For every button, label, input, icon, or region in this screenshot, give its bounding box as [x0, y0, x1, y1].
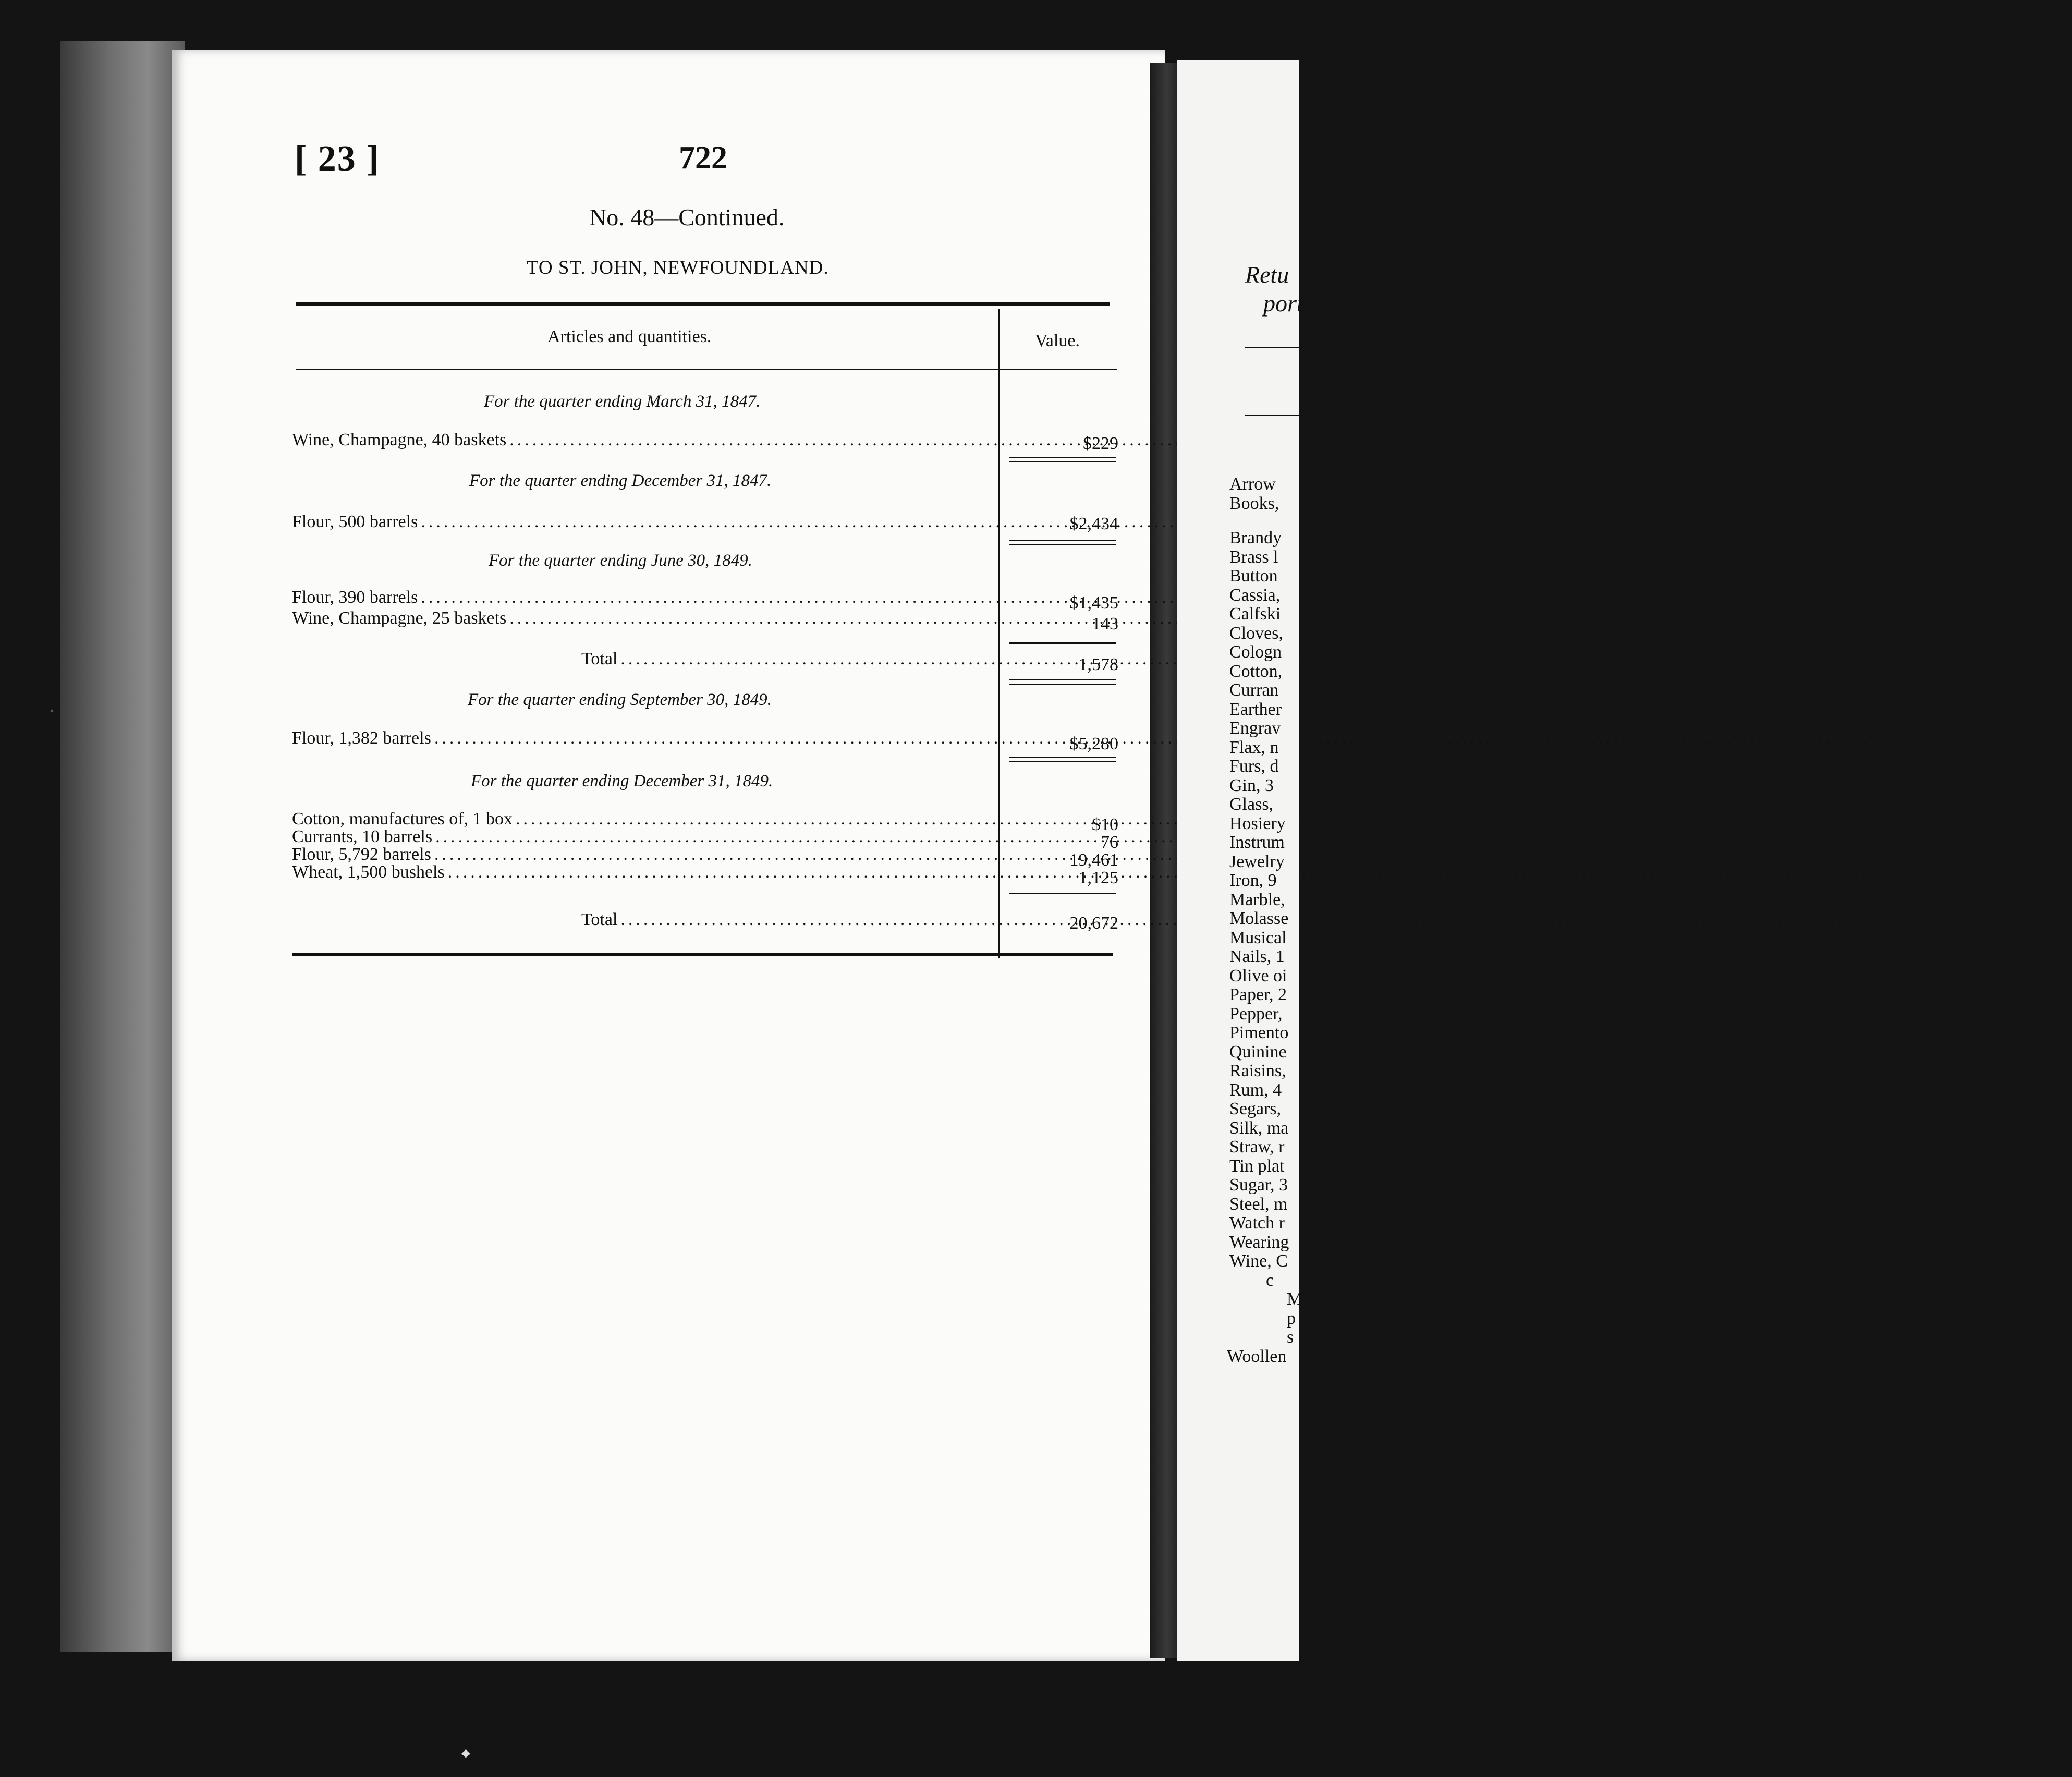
column-header-value: Value. — [1035, 331, 1080, 350]
row-value: $1,435 — [1069, 593, 1118, 613]
facing-entry: Silk, ma — [1229, 1118, 1289, 1138]
value-double-rule — [1009, 757, 1116, 758]
value-double-rule — [1009, 461, 1116, 462]
facing-entry: Books, — [1229, 493, 1279, 513]
facing-entry: Quinine — [1229, 1042, 1287, 1062]
article-name: Wheat, 1,500 bushels — [292, 862, 445, 882]
subtotal-rule — [1009, 893, 1116, 894]
total-value: 1,578 — [1078, 655, 1118, 674]
facing-entry: Cloves, — [1229, 623, 1283, 643]
facing-entry: Glass, — [1229, 795, 1274, 814]
facing-entry: Tin plat — [1229, 1156, 1285, 1176]
table-row — [292, 608, 998, 628]
row-value: 143 — [1092, 614, 1118, 634]
total-value: 20,672 — [1069, 914, 1118, 933]
facing-entry: Jewelry — [1229, 851, 1285, 871]
facing-entry: Iron, 9 — [1229, 871, 1277, 890]
article-name: Cotton, manufactures of, 1 box — [292, 809, 513, 829]
table-row — [292, 862, 998, 882]
facing-subentry: s — [1287, 1328, 1294, 1347]
facing-rule — [1245, 415, 1308, 416]
dot-leader — [434, 728, 1886, 748]
article-name: Wine, Champagne, 25 baskets — [292, 608, 507, 628]
facing-entry: Brandy — [1229, 528, 1282, 547]
table-row — [292, 827, 998, 847]
value-double-rule — [1009, 761, 1116, 762]
total-row — [581, 649, 998, 669]
value-double-rule — [1009, 679, 1116, 680]
value-double-rule — [1009, 684, 1116, 685]
dot-leader — [435, 827, 1887, 847]
table-row — [292, 809, 998, 829]
row-value: 19,461 — [1069, 850, 1118, 870]
total-label: Total — [581, 649, 618, 668]
row-value: $2,434 — [1069, 514, 1118, 533]
table-row — [292, 845, 998, 865]
facing-entry: Wearing — [1229, 1232, 1289, 1252]
total-label: Total — [581, 910, 618, 929]
row-value: $229 — [1083, 434, 1118, 453]
quarter-heading: For the quarter ending December 31, 1849. — [471, 772, 773, 790]
facing-entry: Straw, r — [1229, 1137, 1285, 1157]
value-double-rule — [1009, 457, 1116, 458]
facing-entry: Woollen — [1227, 1346, 1287, 1366]
table-bottom-rule — [292, 953, 1113, 956]
dot-leader — [620, 910, 2072, 930]
table-row — [292, 588, 998, 607]
facing-entry: Calfski — [1229, 604, 1281, 624]
facing-subentry: p — [1287, 1308, 1296, 1328]
film-mark-icon: ✦ — [459, 1745, 473, 1763]
table-top-rule — [296, 302, 1110, 306]
facing-entry: Cologn — [1229, 642, 1282, 662]
facing-page — [1177, 60, 1303, 1661]
table-row — [292, 728, 998, 748]
row-value: $5,280 — [1069, 734, 1118, 753]
row-value: $10 — [1092, 815, 1118, 834]
facing-entry: Instrum — [1229, 833, 1285, 852]
bracket-label: [ 23 ] — [295, 139, 380, 179]
facing-entry: Paper, 2 — [1229, 985, 1287, 1004]
document-subtitle: TO ST. JOHN, NEWFOUNDLAND. — [527, 257, 829, 278]
facing-entry: Cotton, — [1229, 661, 1283, 681]
facing-entry: Molasse — [1229, 909, 1289, 928]
book-page-edges — [60, 41, 185, 1652]
facing-entry: Marble, — [1229, 890, 1285, 909]
facing-entry: Curran — [1229, 680, 1279, 700]
facing-entry: Hosiery — [1229, 813, 1286, 833]
facing-entry: Steel, m — [1229, 1194, 1288, 1214]
value-double-rule — [1009, 544, 1116, 545]
quarter-heading: For the quarter ending June 30, 1849. — [489, 551, 752, 570]
dot-leader — [620, 649, 2072, 669]
facing-entry: Gin, 3 — [1229, 775, 1274, 795]
facing-entry: Brass l — [1229, 547, 1278, 567]
facing-entry: Segars, — [1229, 1099, 1282, 1118]
row-value: 1,125 — [1078, 868, 1118, 887]
quarter-heading: For the quarter ending March 31, 1847. — [484, 392, 761, 411]
facing-entry: Cassia, — [1229, 585, 1281, 605]
dot-leader — [448, 862, 1899, 882]
facing-entry: Earther — [1229, 699, 1282, 719]
subtotal-rule — [1009, 642, 1116, 644]
facing-entry: Musical — [1229, 928, 1287, 947]
article-name: Flour, 1,382 barrels — [292, 728, 431, 748]
facing-entry: Furs, d — [1229, 757, 1279, 776]
dot-leader — [434, 845, 1886, 865]
facing-subentry: c — [1266, 1270, 1274, 1290]
article-name: Currants, 10 barrels — [292, 827, 433, 846]
facing-entry: Watch r — [1229, 1213, 1285, 1233]
article-name: Flour, 390 barrels — [292, 588, 418, 607]
facing-entry: Nails, 1 — [1229, 947, 1285, 966]
quarter-heading: For the quarter ending December 31, 1847. — [469, 471, 772, 490]
facing-entry: Flax, n — [1229, 737, 1279, 757]
facing-entry: Wine, C — [1229, 1251, 1288, 1271]
facing-heading: port — [1263, 290, 1303, 317]
page-number: 722 — [679, 140, 727, 176]
facing-entry: Engrav — [1229, 719, 1281, 738]
row-value: 76 — [1101, 833, 1118, 852]
facing-entry: Rum, 4 — [1229, 1080, 1282, 1100]
facing-entry: Button — [1229, 566, 1278, 586]
quarter-heading: For the quarter ending September 30, 1849. — [468, 690, 772, 709]
facing-entry: Pepper, — [1229, 1004, 1283, 1024]
dot-leader — [421, 512, 1872, 532]
article-name: Flour, 5,792 barrels — [292, 845, 431, 864]
header-bottom-rule — [296, 369, 1117, 370]
dot-leader — [421, 585, 1872, 607]
column-header-articles: Articles and quantities. — [547, 327, 712, 346]
facing-subentry: M — [1287, 1289, 1303, 1309]
table-row — [292, 430, 998, 450]
article-name: Flour, 500 barrels — [292, 512, 418, 531]
facing-heading: Retu — [1245, 261, 1289, 288]
facing-entry: Olive oi — [1229, 966, 1287, 985]
facing-entry: Arrow — [1229, 474, 1276, 494]
facing-entry: Pimento — [1229, 1023, 1289, 1042]
document-title: No. 48—Continued. — [589, 204, 785, 230]
article-name: Wine, Champagne, 40 baskets — [292, 430, 507, 449]
table-row — [292, 512, 998, 532]
total-row — [581, 910, 998, 930]
facing-entry: Raisins, — [1229, 1061, 1286, 1080]
facing-entry: Sugar, 3 — [1229, 1175, 1288, 1195]
facing-rule — [1245, 347, 1308, 348]
value-double-rule — [1009, 540, 1116, 541]
